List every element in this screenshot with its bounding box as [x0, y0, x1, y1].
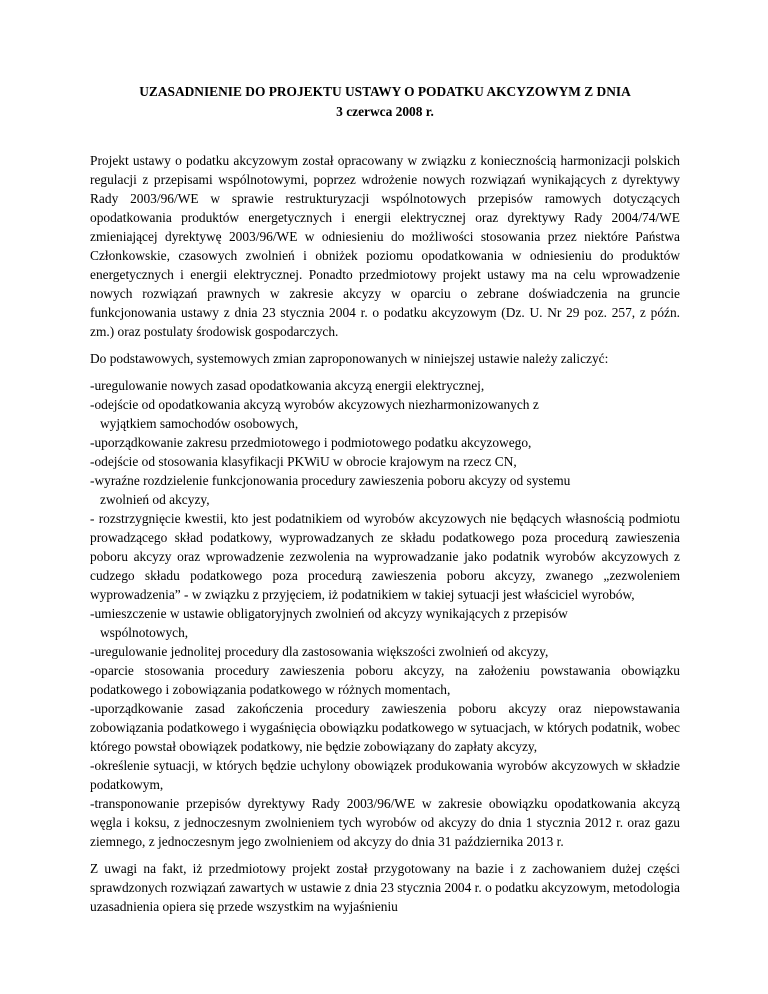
- list-item: -uregulowanie jednolitej procedury dla zastosowania większości zwolnień od akcyzy,: [90, 644, 549, 659]
- list-item: -umieszczenie w ustawie obligatoryjnych zwolnień od akcyzy wynikających z przepisów wspólnotowych,: [90, 606, 568, 640]
- list-item: -odejście od stosowania klasyfikacji PKWiU w obrocie krajowym na rzecz CN,: [90, 454, 517, 469]
- list-item: -uporządkowanie zakresu przedmiotowego i podmiotowego podatku akcyzowego,: [90, 435, 532, 450]
- changes-list: [90, 376, 680, 851]
- title-line-1: UZASADNIENIE DO PROJEKTU USTAWY O PODATKU AKCYZOWYM Z DNIA: [139, 84, 631, 99]
- list-item: -określenie sytuacji, w których będzie uchylony obowiązek produkowania wyrobów akcyzowych w składzie podatkowym,: [90, 758, 680, 792]
- intro-paragraph: Projekt ustawy o podatku akcyzowym został opracowany w związku z koniecznością harmonizacji polskich regulacji z przepisami wspólnotowymi, poprzez wdrożenie nowych rozwiązań wynikających z dyrektywy Rady 2003/96/WE w sprawie restrukturyzacji wspólnotowych przepisów ramowych dotyczących opodatkowania produktów energetycznych i energii elektrycznej oraz dyrektywy Rady 2004/74/WE zmieniającej dyrektywę 2003/96/WE w odniesieniu do możliwości stosowania przez niektóre Państwa Członkowskie, czasowych zwolnień i obniżek poziomu opodatkowania w odniesieniu do produktów energetycznych i energii elektrycznej. Ponadto przedmiotowy projekt ustawy ma na celu wprowadzenie nowych rozwiązań prawnych w zakresie akcyzy w oparciu o zebrane doświadczenia na gruncie funkcjonowania ustawy z dnia 23 stycznia 2004 r. o podatku akcyzowym (Dz. U. Nr 29 poz. 257, z późn. zm.) oraz postulaty środowisk gospodarczych.: [90, 153, 680, 339]
- list-item: -odejście od opodatkowania akcyzą wyrobów akcyzowych niezharmonizowanych z wyjątkiem samochodów osobowych,: [90, 397, 539, 431]
- list-item: - rozstrzygnięcie kwestii, kto jest podatnikiem od wyrobów akcyzowych nie będących własnością podmiotu prowadzącego skład podatkowy, wyprowadzanych ze składu podatkowego poza procedurą zawieszenia poboru akcyzy oraz wprowadzenie zezwolenia na wyprowadzanie jako podatnik wyrobów akcyzowych z cudzego składu podatkowego poza procedurą zawieszenia poboru akcyzy, zwanego „zezwoleniem wyprowadzenia” - w związku z przyjęciem, iż podatnikiem w takiej sytuacji jest właściciel wyrobów,: [90, 511, 680, 602]
- list-item: -uregulowanie nowych zasad opodatkowania akcyzą energii elektrycznej,: [90, 378, 485, 393]
- list-item: -wyraźne rozdzielenie funkcjonowania procedury zawieszenia poboru akcyzy od systemu zwolnień od akcyzy,: [90, 473, 571, 507]
- document-page: [90, 82, 680, 924]
- list-item: -oparcie stosowania procedury zawieszenia poboru akcyzy, na założeniu powstawania obowiązku podatkowego i zobowiązania podatkowego w różnych momentach,: [90, 663, 680, 697]
- title-line-2: 3 czerwca 2008 r.: [336, 104, 434, 119]
- document-title: [90, 82, 680, 122]
- list-item: -transponowanie przepisów dyrektywy Rady 2003/96/WE w zakresie obowiązku opodatkowania akcyzą węgla i koksu, z jednoczesnym zwolnieniem tych wyrobów od akcyzy do dnia 1 stycznia 2012 r. oraz gazu ziemnego, z jednoczesnym jego zwolnieniem od akcyzy do dnia 31 października 2013 r.: [90, 796, 680, 849]
- list-item: -uporządkowanie zasad zakończenia procedury zawieszenia poboru akcyzy oraz niepowstawania zobowiązania podatkowego i wygaśnięcia obowiązku podatkowego w sytuacjach, w których podatnik, wobec którego powstał obowiązek podatkowy, nie będzie zobowiązany do zapłaty akcyzy,: [90, 701, 680, 754]
- methodology-paragraph: Z uwagi na fakt, iż przedmiotowy projekt został przygotowany na bazie i z zachowaniem dużej części sprawdzonych rozwiązań zawartych w ustawie z dnia 23 stycznia 2004 r. o podatku akcyzowym, metodologia uzasadnienia opiera się przede wszystkim na wyjaśnieniu: [90, 861, 680, 914]
- changes-intro-paragraph: Do podstawowych, systemowych zmian zaproponowanych w niniejszej ustawie należy zaliczyć:: [90, 351, 609, 366]
